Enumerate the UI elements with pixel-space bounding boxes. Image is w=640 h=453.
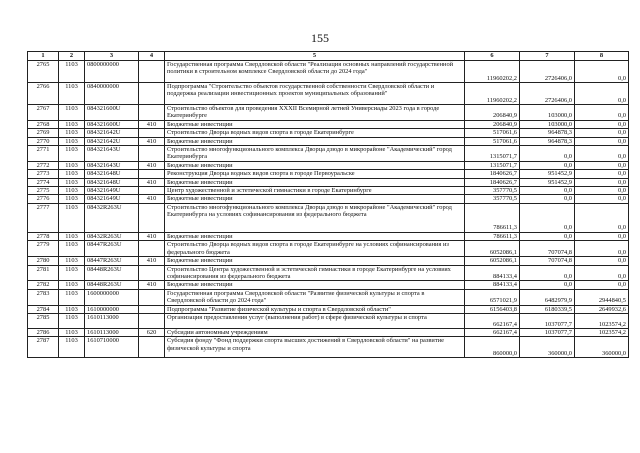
table-row [28,305,629,313]
expense-type-cell [139,265,165,281]
amount-year3-cell: 1023574,2 [575,313,629,328]
item-name-cell: Строительство многофункционального комплекса Дворца дзюдо в микрорайоне "Академический" город Екатеринбурга [165,146,465,162]
amount-year1-cell: 786611,3 [465,203,520,232]
section-code-cell: 1103 [59,129,85,137]
target-article-cell: 0840000000 [85,83,139,105]
amount-year3-cell: 0,0 [575,178,629,186]
section-code-cell: 1103 [59,178,85,186]
expense-type-cell [139,129,165,137]
item-name-cell: Строительство объектов для проведения XXXII Всемирной летней Универсиады 2023 года в городе Екатеринбурге [165,105,465,121]
amount-year3-cell: 0,0 [575,120,629,128]
target-article-cell: 084321649U [85,195,139,203]
item-name-cell: Реконструкция Дворца водных видов спорта в городе Первоуральске [165,170,465,178]
target-article-cell: 084321600U [85,105,139,121]
amount-year1-cell: 786611,3 [465,232,520,240]
section-code-cell: 1103 [59,337,85,358]
column-header: 4 [139,52,165,61]
item-name-cell: Строительство Дворца водных видов спорта в городе Екатеринбурге [165,129,465,137]
row-number-cell: 2781 [28,265,59,281]
amount-year2-cell: 0,0 [520,281,575,289]
amount-year3-cell: 360000,0 [575,337,629,358]
target-article-cell: 084321648U [85,170,139,178]
section-code-cell: 1103 [59,232,85,240]
item-name-cell: Бюджетные инвестиции [165,161,465,169]
row-number-cell: 2780 [28,257,59,265]
amount-year3-cell: 0,0 [575,257,629,265]
section-code-cell: 1103 [59,203,85,232]
row-number-cell: 2775 [28,187,59,195]
target-article-cell: 08447R263U [85,241,139,257]
row-number-cell: 2777 [28,203,59,232]
row-number-cell: 2782 [28,281,59,289]
amount-year1-cell: 357770,5 [465,187,520,195]
amount-year3-cell: 2944840,5 [575,289,629,305]
row-number-cell: 2774 [28,178,59,186]
amount-year2-cell: 0,0 [520,232,575,240]
row-number-cell: 2786 [28,328,59,336]
table-row [28,337,629,358]
table-row [28,328,629,336]
expense-type-cell: 410 [139,120,165,128]
row-number-cell: 2770 [28,137,59,145]
header-row [28,52,629,61]
amount-year2-cell: 0,0 [520,187,575,195]
amount-year1-cell: 11960202,2 [465,61,520,83]
amount-year1-cell: 1315071,7 [465,146,520,162]
expense-type-cell [139,105,165,121]
expense-type-cell [139,203,165,232]
target-article-cell: 084321648U [85,178,139,186]
table-row [28,129,629,137]
row-number-cell: 2767 [28,105,59,121]
amount-year2-cell: 1037077,7 [520,313,575,328]
amount-year2-cell: 0,0 [520,203,575,232]
amount-year3-cell: 0,0 [575,170,629,178]
item-name-cell: Государственная программа Свердловской области "Реализация основных направлений государственной политики в строительном комплексе Свердловской области до 2024 года" [165,61,465,83]
target-article-cell: 08432R263U [85,203,139,232]
section-code-cell: 1103 [59,257,85,265]
amount-year1-cell: 517061,6 [465,129,520,137]
amount-year1-cell: 1840626,7 [465,178,520,186]
table-row [28,241,629,257]
table-row [28,105,629,121]
target-article-cell: 1610710000 [85,337,139,358]
page-number: 155 [311,31,329,45]
amount-year2-cell: 6482979,9 [520,289,575,305]
amount-year3-cell: 0,0 [575,232,629,240]
row-number-cell: 2765 [28,61,59,83]
amount-year3-cell: 1023574,2 [575,328,629,336]
item-name-cell: Субсидия фонду "Фонд поддержки спорта высших достижений в Свердловской области" на развитие физической культуры и спорта [165,337,465,358]
table-row [28,61,629,83]
expense-type-cell [139,289,165,305]
table-row [28,232,629,240]
amount-year3-cell: 0,0 [575,105,629,121]
item-name-cell: Бюджетные инвестиции [165,281,465,289]
amount-year2-cell: 0,0 [520,265,575,281]
amount-year1-cell: 662167,4 [465,328,520,336]
section-code-cell: 1103 [59,187,85,195]
amount-year3-cell: 0,0 [575,129,629,137]
column-header: 1 [28,52,59,61]
section-code-cell: 1103 [59,105,85,121]
amount-year1-cell: 206840,9 [465,120,520,128]
row-number-cell: 2768 [28,120,59,128]
amount-year3-cell: 0,0 [575,146,629,162]
table-row [28,120,629,128]
column-header: 6 [465,52,520,61]
row-number-cell: 2766 [28,83,59,105]
section-code-cell: 1103 [59,61,85,83]
section-code-cell: 1103 [59,120,85,128]
section-code-cell: 1103 [59,328,85,336]
target-article-cell: 084321649U [85,187,139,195]
row-number-cell: 2771 [28,146,59,162]
amount-year2-cell: 360000,0 [520,337,575,358]
item-name-cell: Строительство многофункционального комплекса Дворца дзюдо в микрорайоне "Академический" город Екатеринбурга на условиях софинансирования из федерального бюджета [165,203,465,232]
table-row [28,178,629,186]
amount-year1-cell: 6156403,8 [465,305,520,313]
amount-year1-cell: 860000,0 [465,337,520,358]
item-name-cell: Бюджетные инвестиции [165,137,465,145]
amount-year2-cell: 707074,8 [520,257,575,265]
table-row [28,170,629,178]
amount-year1-cell: 884133,4 [465,265,520,281]
table-row [28,146,629,162]
expense-type-cell [139,241,165,257]
item-name-cell: Строительство Центра художественной и эстетической гимнастики в городе Екатеринбурге на условиях софинансирования из федерального бюджета [165,265,465,281]
target-article-cell: 084321642U [85,137,139,145]
amount-year3-cell: 0,0 [575,187,629,195]
section-code-cell: 1103 [59,313,85,328]
target-article-cell: 1610113000 [85,328,139,336]
amount-year1-cell: 357770,5 [465,195,520,203]
amount-year1-cell: 884133,4 [465,281,520,289]
item-name-cell: Бюджетные инвестиции [165,120,465,128]
item-name-cell: Бюджетные инвестиции [165,178,465,186]
row-number-cell: 2773 [28,170,59,178]
amount-year1-cell: 6571021,9 [465,289,520,305]
column-header: 3 [85,52,139,61]
amount-year2-cell: 103000,0 [520,120,575,128]
column-header: 8 [575,52,629,61]
amount-year1-cell: 517061,6 [465,137,520,145]
section-code-cell: 1103 [59,161,85,169]
amount-year3-cell: 0,0 [575,83,629,105]
amount-year3-cell: 2649932,6 [575,305,629,313]
section-code-cell: 1103 [59,195,85,203]
column-header: 2 [59,52,85,61]
item-name-cell: Бюджетные инвестиции [165,232,465,240]
expense-type-cell: 620 [139,328,165,336]
expense-type-cell: 410 [139,178,165,186]
table-row [28,195,629,203]
row-number-cell: 2772 [28,161,59,169]
item-name-cell: Подпрограмма "Строительство объектов государственной собственности Свердловской области и поддержка реализации инвестиционных проектов муниципальных образований" [165,83,465,105]
expense-type-cell [139,83,165,105]
target-article-cell: 1600000000 [85,289,139,305]
table-row [28,83,629,105]
amount-year2-cell: 0,0 [520,161,575,169]
amount-year1-cell: 6052086,1 [465,241,520,257]
amount-year2-cell: 951452,9 [520,178,575,186]
expense-type-cell [139,146,165,162]
row-number-cell: 2783 [28,289,59,305]
target-article-cell: 08448R263U [85,281,139,289]
target-article-cell: 1610000000 [85,305,139,313]
amount-year3-cell: 0,0 [575,241,629,257]
table-row [28,137,629,145]
section-code-cell: 1103 [59,289,85,305]
table-row [28,289,629,305]
amount-year2-cell: 1037077,7 [520,328,575,336]
amount-year3-cell: 0,0 [575,203,629,232]
section-code-cell: 1103 [59,146,85,162]
section-code-cell: 1103 [59,170,85,178]
amount-year3-cell: 0,0 [575,265,629,281]
amount-year2-cell: 707074,8 [520,241,575,257]
amount-year2-cell: 6180339,5 [520,305,575,313]
row-number-cell: 2769 [28,129,59,137]
item-name-cell: Бюджетные инвестиции [165,257,465,265]
target-article-cell: 08448R263U [85,265,139,281]
amount-year2-cell: 2726406,0 [520,83,575,105]
section-code-cell: 1103 [59,305,85,313]
amount-year2-cell: 964878,3 [520,129,575,137]
target-article-cell: 084321600U [85,120,139,128]
expense-type-cell [139,170,165,178]
amount-year3-cell: 0,0 [575,61,629,83]
row-number-cell: 2776 [28,195,59,203]
item-name-cell: Строительство Дворца водных видов спорта в городе Екатеринбурге на условиях софинансирования из федерального бюджета [165,241,465,257]
section-code-cell: 1103 [59,83,85,105]
amount-year3-cell: 0,0 [575,137,629,145]
amount-year3-cell: 0,0 [575,195,629,203]
target-article-cell: 1610113000 [85,313,139,328]
expense-type-cell: 410 [139,195,165,203]
expense-type-cell: 410 [139,161,165,169]
amount-year1-cell: 1315071,7 [465,161,520,169]
amount-year2-cell: 951452,9 [520,170,575,178]
budget-table [27,51,629,358]
amount-year1-cell: 206840,9 [465,105,520,121]
row-number-cell: 2784 [28,305,59,313]
item-name-cell: Центр художественной и эстетической гимнастики в городе Екатеринбурге [165,187,465,195]
amount-year2-cell: 0,0 [520,146,575,162]
item-name-cell: Бюджетные инвестиции [165,195,465,203]
amount-year3-cell: 0,0 [575,161,629,169]
item-name-cell: Государственная программа Свердловской области "Развитие физической культуры и спорта в Свердловской области до 2024 года" [165,289,465,305]
table-row [28,161,629,169]
table-row [28,281,629,289]
table-row [28,313,629,328]
row-number-cell: 2778 [28,232,59,240]
column-header: 5 [165,52,465,61]
amount-year2-cell: 0,0 [520,195,575,203]
expense-type-cell [139,337,165,358]
expense-type-cell [139,305,165,313]
row-number-cell: 2779 [28,241,59,257]
table-row [28,265,629,281]
expense-type-cell: 410 [139,137,165,145]
amount-year2-cell: 964878,3 [520,137,575,145]
expense-type-cell [139,61,165,83]
target-article-cell: 0800000000 [85,61,139,83]
section-code-cell: 1103 [59,265,85,281]
target-article-cell: 08432R263U [85,232,139,240]
amount-year3-cell: 0,0 [575,281,629,289]
target-article-cell: 084321643U [85,146,139,162]
expense-type-cell: 410 [139,257,165,265]
row-number-cell: 2785 [28,313,59,328]
amount-year1-cell: 1840626,7 [465,170,520,178]
table-row [28,203,629,232]
amount-year2-cell: 103000,0 [520,105,575,121]
table-row [28,257,629,265]
item-name-cell: Субсидии автономным учреждениям [165,328,465,336]
section-code-cell: 1103 [59,281,85,289]
expense-type-cell: 410 [139,281,165,289]
item-name-cell: Организация предоставления услуг (выполнения работ) в сфере физической культуры и спорта [165,313,465,328]
row-number-cell: 2787 [28,337,59,358]
section-code-cell: 1103 [59,137,85,145]
expense-type-cell: 410 [139,232,165,240]
target-article-cell: 084321643U [85,161,139,169]
column-header: 7 [520,52,575,61]
amount-year1-cell: 11960202,2 [465,83,520,105]
amount-year2-cell: 2726406,0 [520,61,575,83]
target-article-cell: 08447R263U [85,257,139,265]
table-row [28,187,629,195]
expense-type-cell [139,313,165,328]
amount-year1-cell: 6052086,1 [465,257,520,265]
target-article-cell: 084321642U [85,129,139,137]
expense-type-cell [139,187,165,195]
amount-year1-cell: 662167,4 [465,313,520,328]
section-code-cell: 1103 [59,241,85,257]
item-name-cell: Подпрограмма "Развитие физической культуры и спорта в Свердловской области" [165,305,465,313]
